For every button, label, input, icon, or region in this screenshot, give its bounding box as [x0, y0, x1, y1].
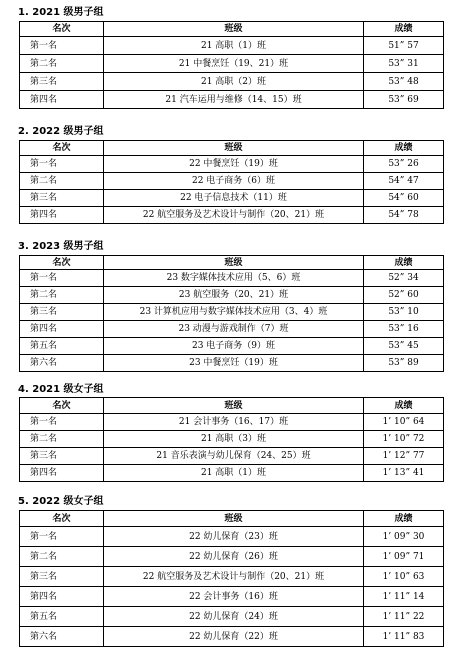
table-row	[20, 567, 444, 587]
score-cell: 1’ 11” 83	[364, 627, 444, 647]
rank-cell: 第二名	[20, 547, 104, 567]
score-header: 成绩	[364, 256, 444, 270]
table-row	[20, 448, 444, 465]
score-cell: 53” 26	[364, 156, 444, 173]
results-table	[19, 255, 444, 372]
class-cell: 23 电子商务（9）班	[104, 338, 364, 355]
class-cell: 22 航空服务及艺术设计与制作（20、21）班	[104, 207, 364, 224]
table-row	[20, 338, 444, 355]
rank-header: 名次	[20, 256, 104, 270]
table-row	[20, 627, 444, 647]
table-row	[20, 190, 444, 207]
table-header-row	[20, 141, 444, 156]
rank-cell: 第一名	[20, 156, 104, 173]
table-row	[20, 321, 444, 338]
results-table	[19, 140, 444, 224]
section-title: 3. 2023 级男子组	[18, 241, 104, 252]
class-cell: 21 会计事务（16、17）班	[104, 414, 364, 431]
rank-cell: 第三名	[20, 190, 104, 207]
class-cell: 21 高职（3）班	[104, 431, 364, 448]
rank-header: 名次	[20, 22, 104, 37]
score-cell: 53” 16	[364, 321, 444, 338]
results-table	[19, 397, 444, 482]
class-cell: 22 电子信息技术（11）班	[104, 190, 364, 207]
class-cell: 22 幼儿保育（26）班	[104, 547, 364, 567]
score-header: 成绩	[364, 22, 444, 37]
class-cell: 22 幼儿保育（22）班	[104, 627, 364, 647]
score-cell: 51” 57	[364, 37, 444, 55]
score-header: 成绩	[364, 398, 444, 414]
rank-cell: 第二名	[20, 173, 104, 190]
table-row	[20, 355, 444, 372]
class-header: 班级	[104, 398, 364, 414]
class-cell: 21 高职（2）班	[104, 73, 364, 91]
score-cell: 54” 60	[364, 190, 444, 207]
table-row	[20, 173, 444, 190]
rank-cell: 第四名	[20, 91, 104, 109]
class-cell: 21 高职（1）班	[104, 37, 364, 55]
class-header: 班级	[104, 511, 364, 527]
table-row	[20, 527, 444, 547]
table-row	[20, 55, 444, 73]
rank-cell: 第六名	[20, 627, 104, 647]
class-cell: 22 幼儿保育（23）班	[104, 527, 364, 547]
score-cell: 1’ 09” 71	[364, 547, 444, 567]
table-header-row	[20, 256, 444, 270]
class-header: 班级	[104, 256, 364, 270]
section-title: 5. 2022 级女子组	[18, 496, 104, 507]
rank-cell: 第二名	[20, 55, 104, 73]
class-cell: 22 幼儿保育（24）班	[104, 607, 364, 627]
class-cell: 21 音乐表演与幼儿保育（24、25）班	[104, 448, 364, 465]
section-title: 1. 2021 级男子组	[18, 7, 104, 18]
class-cell: 22 中餐烹饪（19）班	[104, 156, 364, 173]
score-cell: 52” 34	[364, 270, 444, 287]
score-cell: 1’ 12” 77	[364, 448, 444, 465]
rank-cell: 第三名	[20, 73, 104, 91]
score-header: 成绩	[364, 511, 444, 527]
score-cell: 1’ 10” 64	[364, 414, 444, 431]
score-cell: 53” 69	[364, 91, 444, 109]
class-header: 班级	[104, 141, 364, 156]
rank-cell: 第一名	[20, 527, 104, 547]
rank-cell: 第六名	[20, 355, 104, 372]
score-cell: 54” 47	[364, 173, 444, 190]
section-title: 4. 2021 级女子组	[18, 384, 104, 395]
class-cell: 21 高职（1）班	[104, 465, 364, 482]
rank-cell: 第五名	[20, 338, 104, 355]
class-header: 班级	[104, 22, 364, 37]
table-row	[20, 270, 444, 287]
rank-cell: 第三名	[20, 567, 104, 587]
table-row	[20, 73, 444, 91]
table-row	[20, 431, 444, 448]
score-cell: 53” 48	[364, 73, 444, 91]
table-row	[20, 465, 444, 482]
table-header-row	[20, 22, 444, 37]
rank-header: 名次	[20, 141, 104, 156]
rank-cell: 第二名	[20, 287, 104, 304]
score-cell: 1’ 11” 22	[364, 607, 444, 627]
rank-cell: 第四名	[20, 321, 104, 338]
rank-cell: 第一名	[20, 414, 104, 431]
score-cell: 53” 31	[364, 55, 444, 73]
class-cell: 23 航空服务（20、21）班	[104, 287, 364, 304]
results-table	[19, 510, 444, 647]
score-header: 成绩	[364, 141, 444, 156]
table-row	[20, 304, 444, 321]
table-row	[20, 37, 444, 55]
score-cell: 53” 10	[364, 304, 444, 321]
rank-cell: 第四名	[20, 587, 104, 607]
rank-cell: 第二名	[20, 431, 104, 448]
table-row	[20, 91, 444, 109]
table-row	[20, 414, 444, 431]
class-cell: 22 电子商务（6）班	[104, 173, 364, 190]
rank-header: 名次	[20, 511, 104, 527]
rank-cell: 第四名	[20, 207, 104, 224]
class-cell: 23 动漫与游戏制作（7）班	[104, 321, 364, 338]
score-cell: 1’ 10” 63	[364, 567, 444, 587]
table-row	[20, 607, 444, 627]
class-cell: 23 计算机应用与数字媒体技术应用（3、4）班	[104, 304, 364, 321]
class-cell: 21 汽车运用与维修（14、15）班	[104, 91, 364, 109]
rank-cell: 第三名	[20, 448, 104, 465]
rank-cell: 第一名	[20, 37, 104, 55]
results-table	[19, 21, 444, 109]
table-row	[20, 547, 444, 567]
score-cell: 1’ 09” 30	[364, 527, 444, 547]
rank-cell: 第五名	[20, 607, 104, 627]
rank-cell: 第一名	[20, 270, 104, 287]
table-row	[20, 587, 444, 607]
score-cell: 54” 78	[364, 207, 444, 224]
class-cell: 23 数字媒体技术应用（5、6）班	[104, 270, 364, 287]
class-cell: 21 中餐烹饪（19、21）班	[104, 55, 364, 73]
table-row	[20, 156, 444, 173]
score-cell: 53” 45	[364, 338, 444, 355]
rank-cell: 第四名	[20, 465, 104, 482]
score-cell: 1’ 11” 14	[364, 587, 444, 607]
score-cell: 52” 60	[364, 287, 444, 304]
score-cell: 1’ 10” 72	[364, 431, 444, 448]
score-cell: 1’ 13” 41	[364, 465, 444, 482]
table-row	[20, 207, 444, 224]
section-title: 2. 2022 级男子组	[18, 126, 104, 137]
table-header-row	[20, 511, 444, 527]
class-cell: 22 会计事务（16）班	[104, 587, 364, 607]
table-row	[20, 287, 444, 304]
score-cell: 53” 89	[364, 355, 444, 372]
table-header-row	[20, 398, 444, 414]
rank-cell: 第三名	[20, 304, 104, 321]
class-cell: 23 中餐烹饪（19）班	[104, 355, 364, 372]
class-cell: 22 航空服务及艺术设计与制作（20、21）班	[104, 567, 364, 587]
rank-header: 名次	[20, 398, 104, 414]
